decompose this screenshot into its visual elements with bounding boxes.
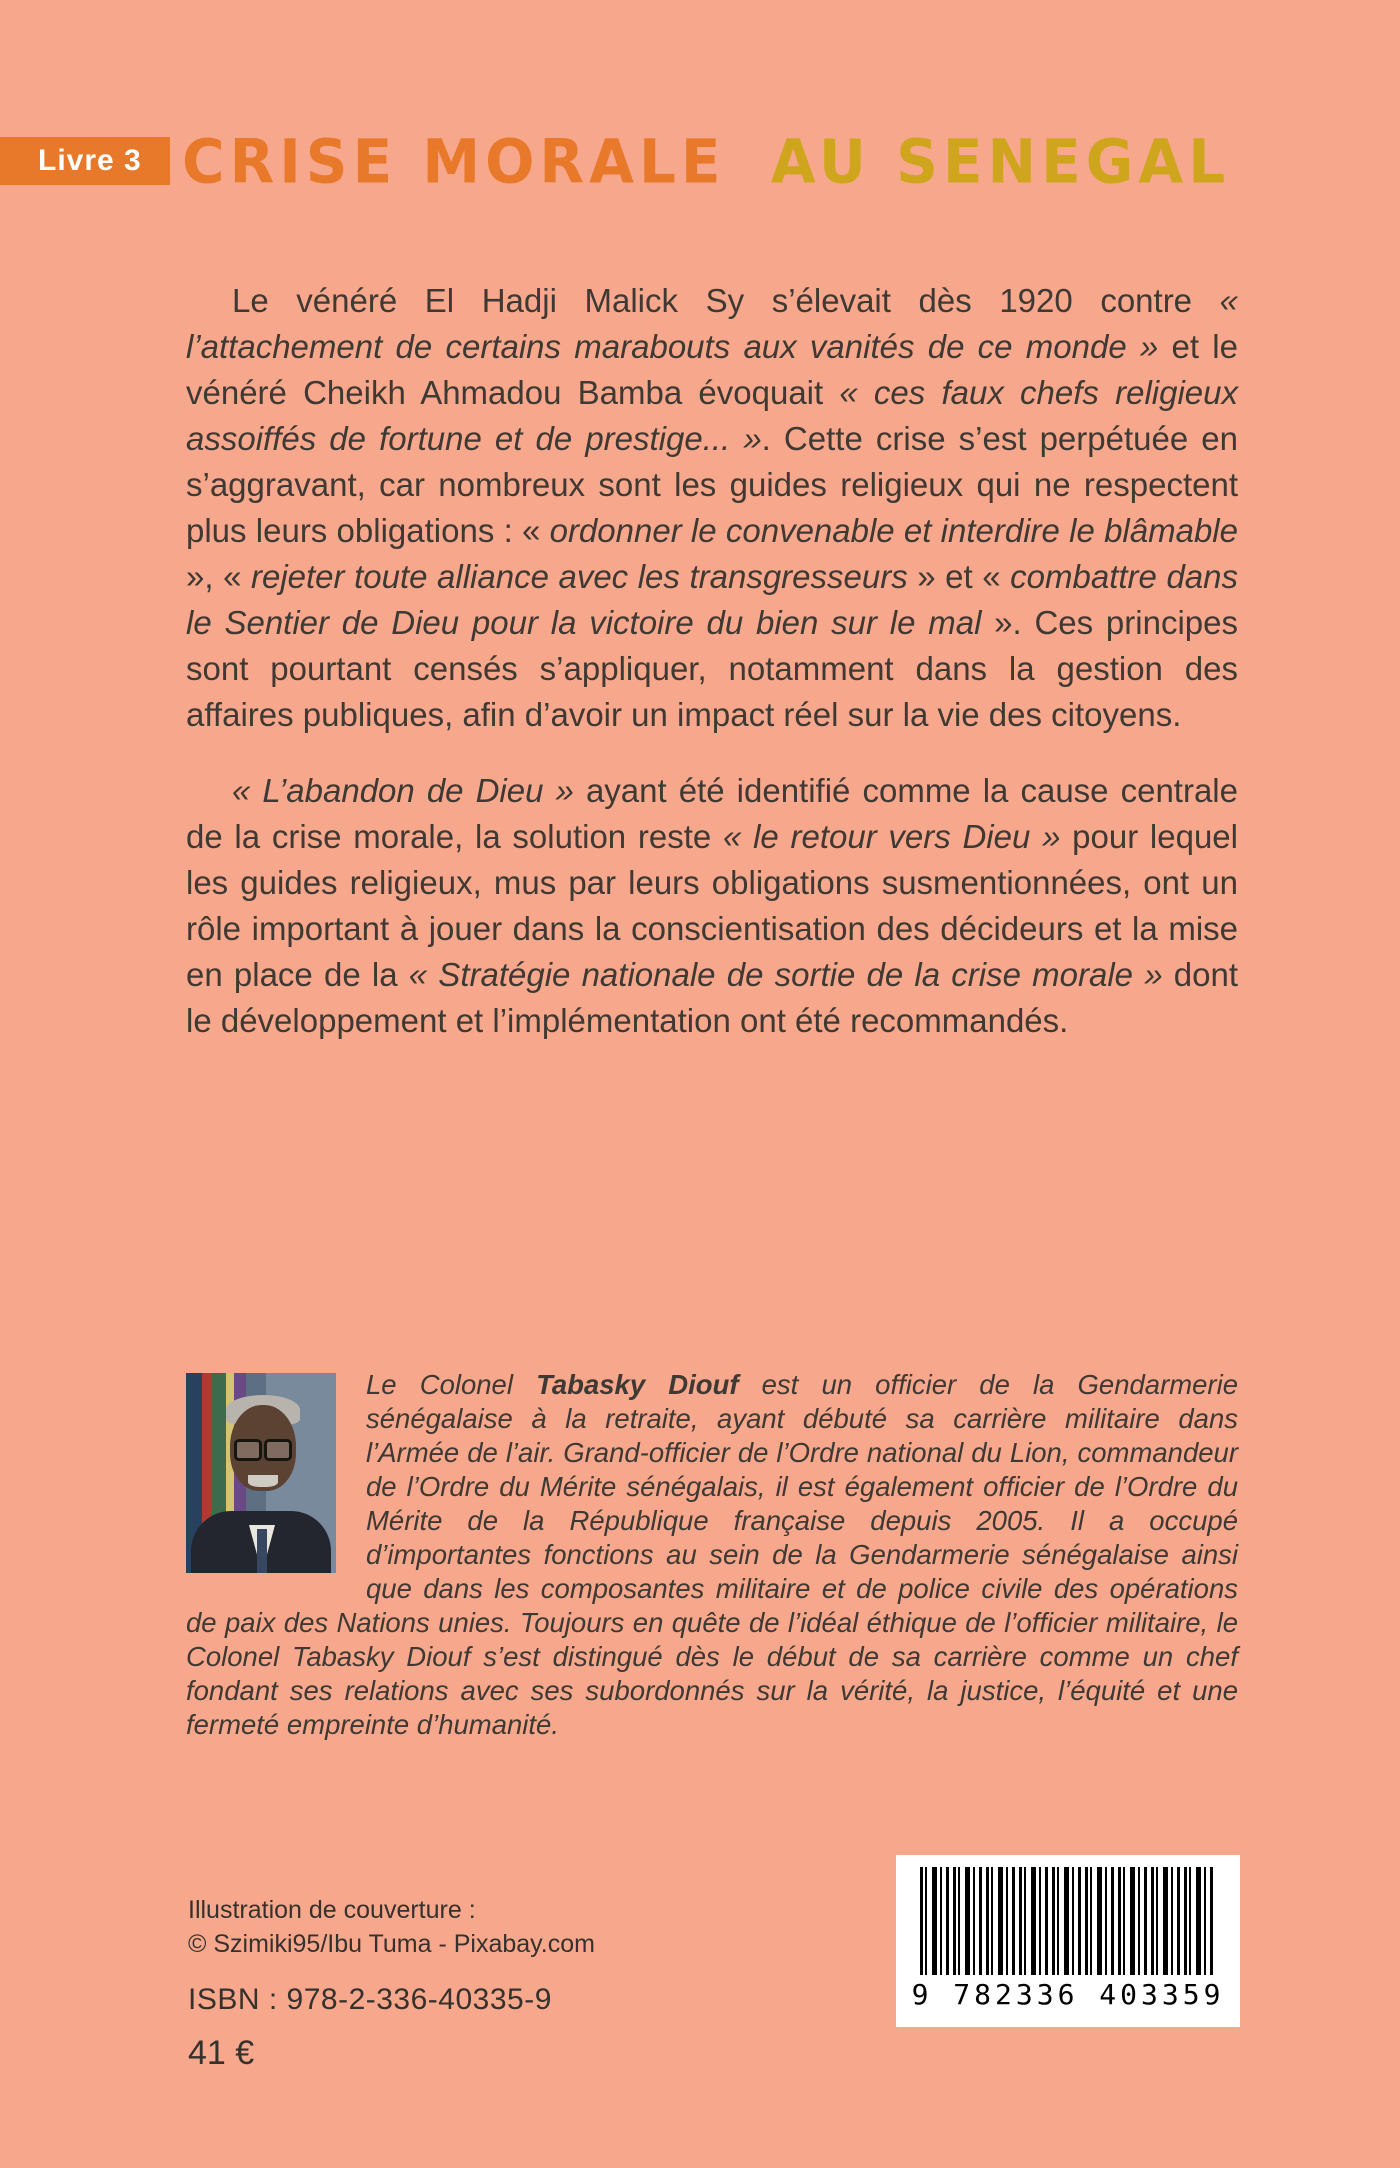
book-series-badge [0, 137, 170, 185]
photo-tie [257, 1529, 267, 1573]
barcode-number: 9 782336 403359 [906, 1975, 1230, 2013]
synopsis-paragraph-1: Le vénéré El Hadji Malick Sy s’élevait dès 1920 contre « l’attachement de certains marabouts aux vanités de ce monde » et le vénéré Cheikh Ahmadou Bamba évoquait « ces faux chefs religieux assoiffés de fortune et de prestige... ». Cette crise s’est perpétuée en s’aggravant, car nombreux sont les guides religieux qui ne respectent plus leurs obligations : « ordonner le convenable et interdire le blâmable », « rejeter toute alliance avec les transgresseurs » et « combattre dans le Sentier de Dieu pour la victoire du bien sur le mal ». Ces principes sont pourtant censés s’appliquer, notamment dans la gestion des affaires publiques, afin d’avoir un impact réel sur la vie des citoyens. [186, 282, 1239, 733]
author-photo [186, 1373, 336, 1573]
synopsis-paragraph-2: « L’abandon de Dieu » ayant été identifié comme la cause centrale de la crise morale, la solution reste « le retour vers Dieu » pour lequel les guides religieux, mus par leurs obligations susmentionnées, ont un rôle important à jouer dans la conscientisation des décideurs et la mise en place de la « Stratégie nationale de sortie de la crise morale » dont le développement et l’implémentation ont été recommandés. [186, 772, 1238, 1039]
book-title [182, 126, 1230, 197]
barcode-bars [920, 1867, 1216, 1983]
barcode [896, 1855, 1240, 2027]
synopsis [186, 278, 1238, 1074]
illustration-credit-line2: © Szimiki95/Ibu Tuma - Pixabay.com [188, 1930, 595, 1958]
photo-glasses [234, 1439, 292, 1457]
illustration-credit-line1: Illustration de couverture : [188, 1896, 476, 1924]
author-bio-text: Le Colonel Tabasky Diouf est un officier de la Gendarmerie sénégalaise à la retraite, ayant débuté sa carrière militaire dans l’Armée de l’air. Grand-officier de l’Ordre national du Lion, commandeur de l’Ordre du Mérite sénégalais, il est également officier de l’Ordre du Mérite de la République française depuis 2005. Il a occupé d’importantes fonctions au sein de la Gendarmerie sénégalaise ainsi que dans les composantes militaire et de police civile des opérations de paix des Nations unies. Toujours en quête de l’idéal éthique de l’officier militaire, le Colonel Tabasky Diouf s’est distingué dès le début de sa carrière comme un chef fondant ses relations avec ses subordonnés sur la vérité, la justice, l’équité et une fermeté empreinte d’humanité. [186, 1369, 1238, 1740]
title-au-senegal: AU SENEGAL [770, 126, 1231, 198]
isbn-text: ISBN : 978-2-336-40335-9 [188, 1983, 552, 2016]
author-bio [186, 1368, 1238, 1742]
title-crise-morale: CRISE MORALE [182, 126, 726, 198]
illustration-credit [188, 1893, 595, 1961]
book-series-label: Livre 3 [38, 144, 142, 177]
photo-beard [248, 1475, 278, 1487]
price-text: 41 € [188, 2034, 255, 2072]
